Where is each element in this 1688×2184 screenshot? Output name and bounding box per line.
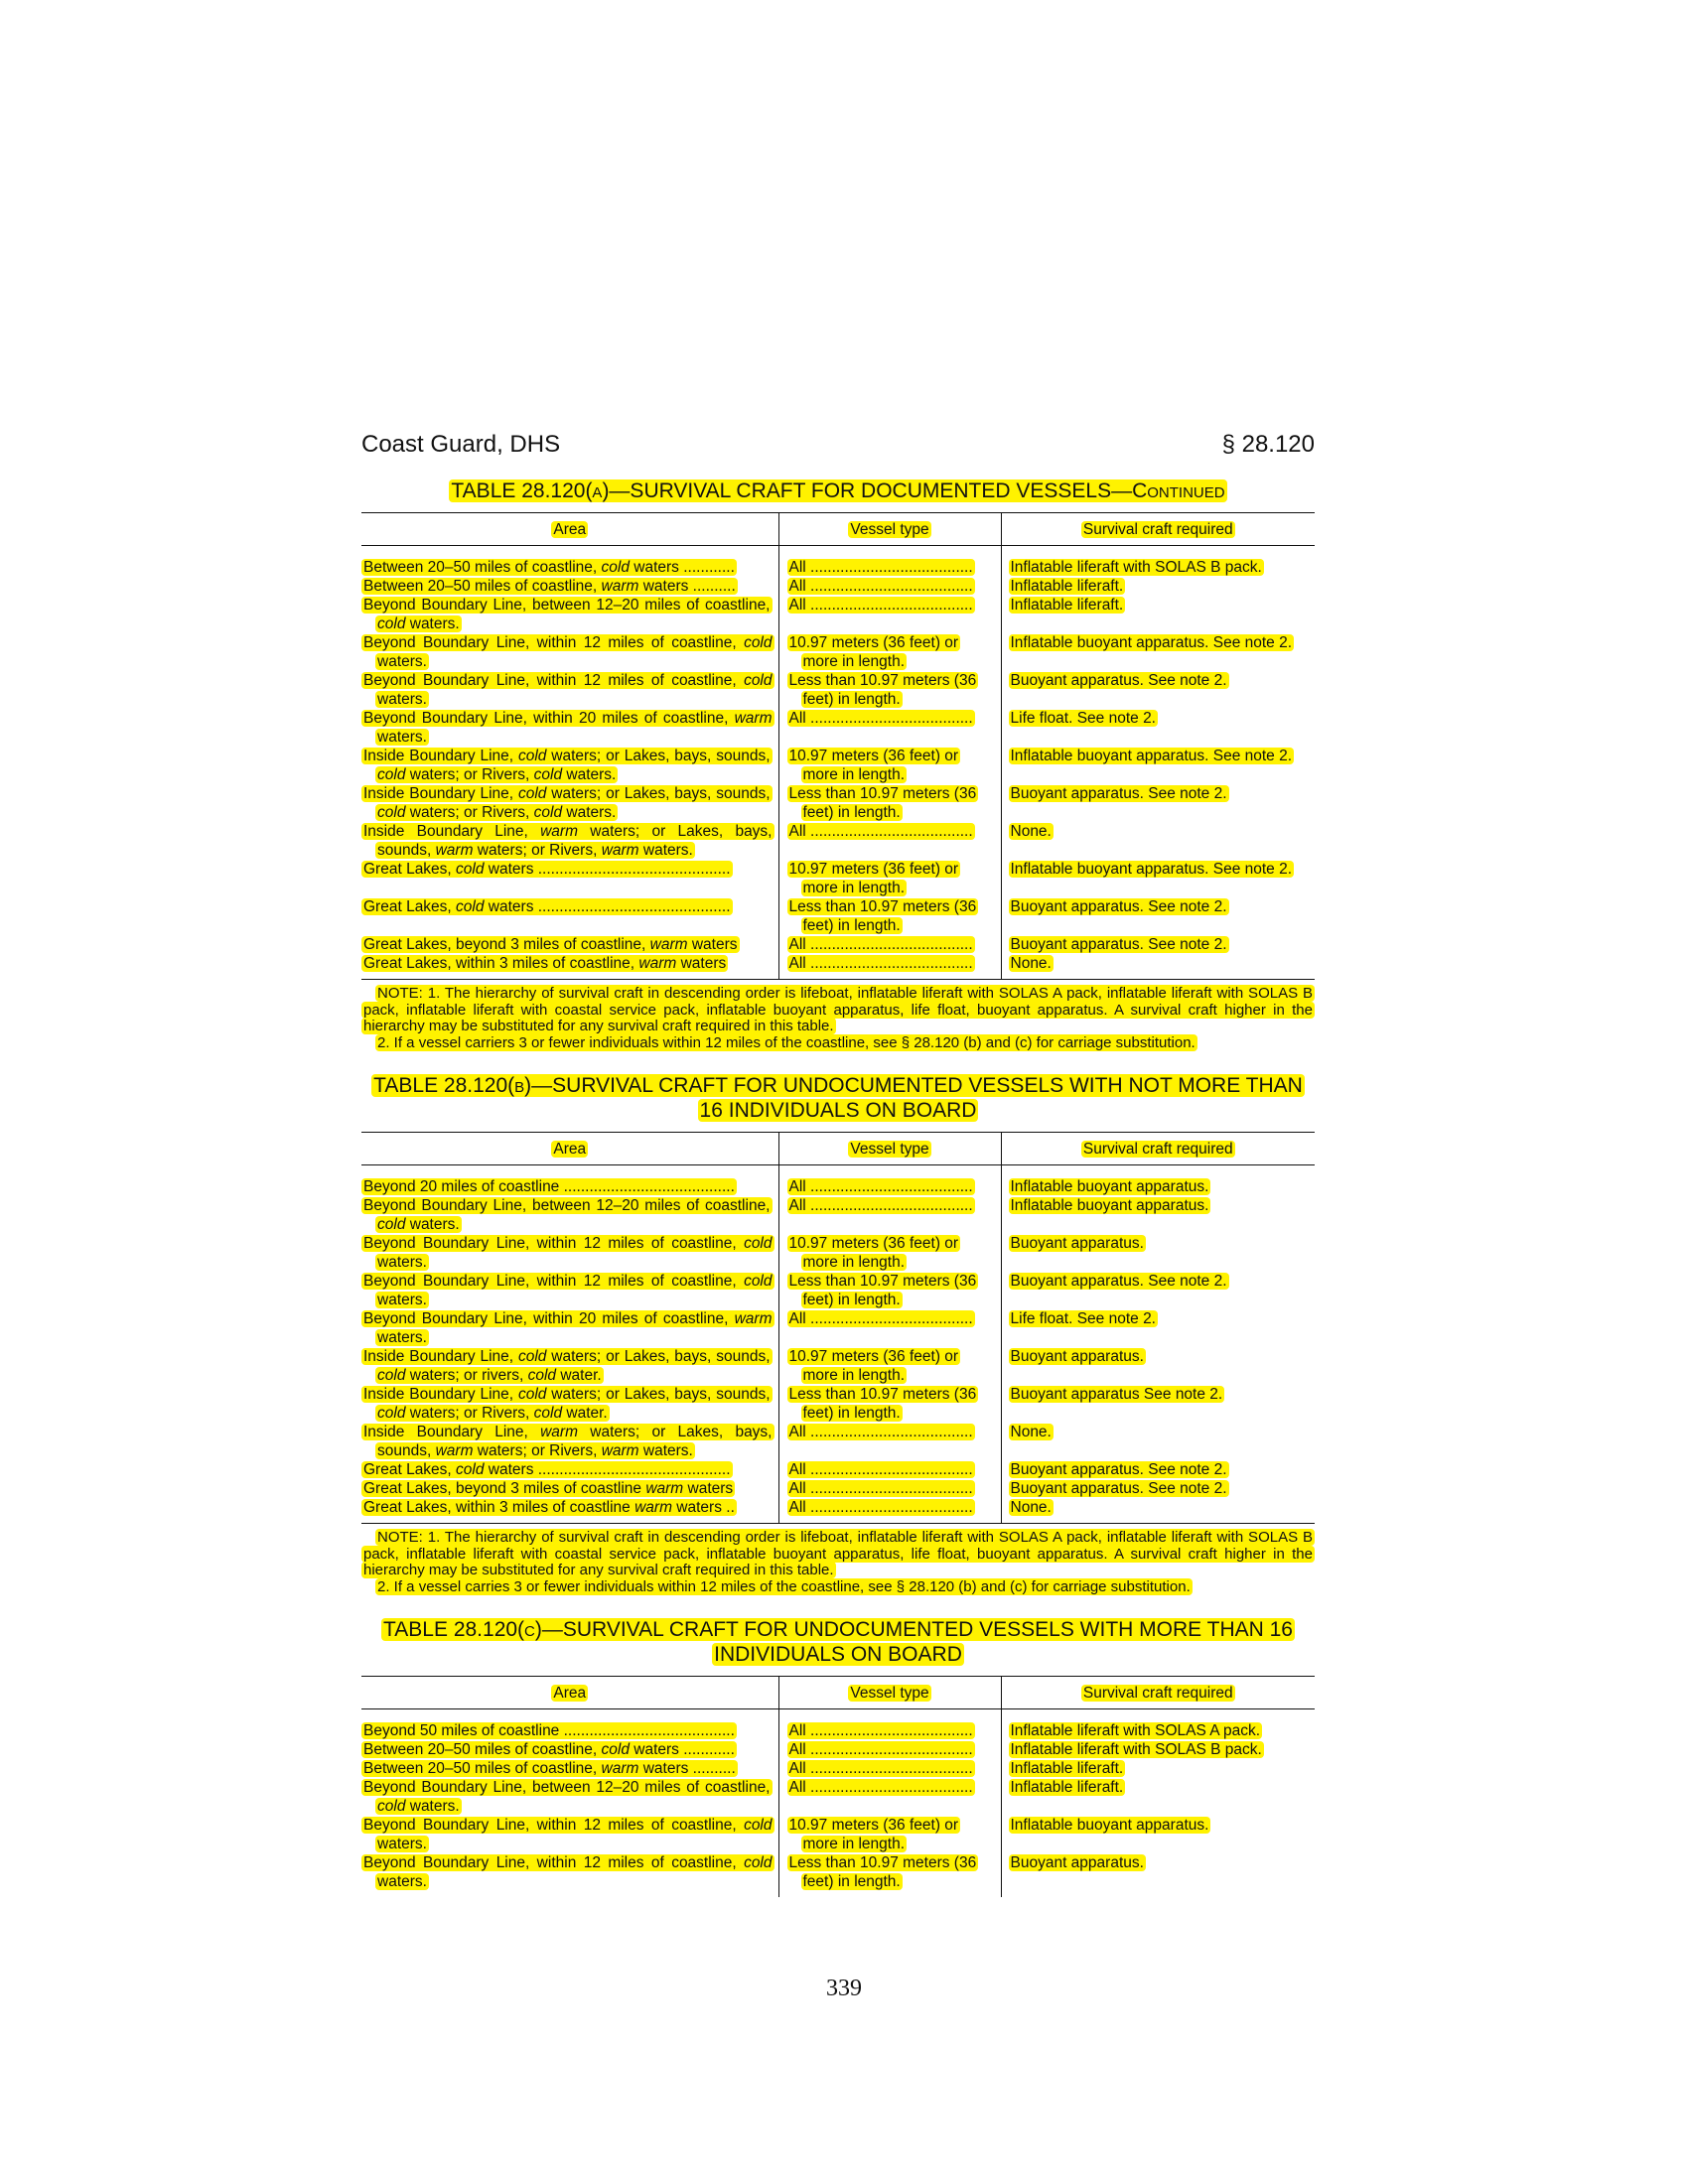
vessel-type-cell: All ...................................... (778, 935, 1001, 954)
col-header-survival: Survival craft required (1001, 1677, 1315, 1709)
survival-craft-cell: None. (1001, 822, 1315, 860)
col-header-vessel-type: Vessel type (778, 1133, 1001, 1165)
vessel-type-cell: All ...................................... (778, 1165, 1001, 1197)
table-row (361, 784, 1315, 822)
survival-craft-cell: Inflatable liferaft with SOLAS A pack. (1001, 1709, 1315, 1741)
table-a-note-1: NOTE: 1. The hierarchy of survival craft in descending order is lifeboat, inflatable liferaft with SOLAS A pack, inflatable liferaft with SOLAS B pack, inflatable liferaft with coastal service pack, inflatable buoyant apparatus, life float, buoyant apparatus. A survival craft higher in the hierarchy may be substituted for any survival craft required in this table. (363, 985, 1313, 1034)
vessel-type-cell: Less than 10.97 meters (36 feet) in length. (778, 1272, 1001, 1309)
vessel-type-cell: All ...................................... (778, 1778, 1001, 1816)
table-row (361, 1423, 1315, 1460)
area-cell: Beyond Boundary Line, within 12 miles of coastline, cold waters. (363, 1817, 773, 1852)
col-header-area: Area (361, 513, 778, 546)
table-row (361, 935, 1315, 954)
vessel-type-cell: All ...................................... (778, 709, 1001, 747)
area-cell: Great Lakes, beyond 3 miles of coastline warm waters (363, 1480, 734, 1497)
vessel-type-cell: 10.97 meters (36 feet) or more in length. (778, 860, 1001, 897)
area-cell: Beyond Boundary Line, between 12–20 miles of coastline, cold waters. (363, 1197, 771, 1233)
table-row (361, 1385, 1315, 1423)
area-cell: Inside Boundary Line, warm waters; or Lakes, bays, sounds, warm waters; or Rivers, warm waters. (363, 823, 773, 859)
table-row (361, 1196, 1315, 1234)
area-cell: Inside Boundary Line, cold waters; or Lakes, bays, sounds, cold waters; or Rivers, cold waters. (363, 748, 771, 783)
table-c (361, 1676, 1315, 1897)
vessel-type-cell: All ...................................... (778, 1460, 1001, 1479)
survival-craft-cell: Buoyant apparatus. See note 2. (1001, 935, 1315, 954)
page (361, 427, 1315, 1897)
table-row (361, 1853, 1315, 1897)
survival-craft-cell: Buoyant apparatus. See note 2. (1001, 1272, 1315, 1309)
area-cell: Beyond 20 miles of coastline ........................................ (363, 1178, 735, 1195)
table-b-caption: TABLE 28.120(b)—SURVIVAL CRAFT FOR UNDOCUMENTED VESSELS WITH NOT MORE THAN 16 INDIVIDUALS ON BOARD (373, 1074, 1303, 1122)
area-cell: Beyond 50 miles of coastline ........................................ (363, 1722, 735, 1739)
vessel-type-cell: Less than 10.97 meters (36 feet) in length. (778, 1853, 1001, 1897)
survival-craft-cell: Inflatable buoyant apparatus. See note 2. (1001, 860, 1315, 897)
table-row (361, 897, 1315, 935)
survival-craft-cell: Life float. See note 2. (1001, 709, 1315, 747)
table-row (361, 1709, 1315, 1741)
vessel-type-cell: 10.97 meters (36 feet) or more in length. (778, 1234, 1001, 1272)
vessel-type-cell: All ...................................... (778, 1309, 1001, 1347)
table-row (361, 1740, 1315, 1759)
table-b-notes (361, 1523, 1315, 1595)
survival-craft-cell: None. (1001, 1423, 1315, 1460)
area-cell: Beyond Boundary Line, within 12 miles of coastline, cold waters. (363, 1854, 773, 1890)
area-cell: Inside Boundary Line, cold waters; or Lakes, bays, sounds, cold waters; or Rivers, cold water. (363, 1386, 771, 1422)
vessel-type-cell: All ...................................... (778, 577, 1001, 596)
col-header-vessel-type: Vessel type (778, 1677, 1001, 1709)
vessel-type-cell: All ...................................... (778, 546, 1001, 578)
table-row (361, 1272, 1315, 1309)
table-b-note-2: 2. If a vessel carries 3 or fewer individuals within 12 miles of the coastline, see § 28.120 (b) and (c) for carriage substitution. (377, 1577, 1191, 1595)
area-cell: Great Lakes, cold waters ............................................. (363, 1461, 731, 1478)
vessel-type-cell: 10.97 meters (36 feet) or more in length. (778, 633, 1001, 671)
vessel-type-cell: 10.97 meters (36 feet) or more in length. (778, 1347, 1001, 1385)
header-section: § 28.120 (1221, 431, 1315, 458)
col-header-survival: Survival craft required (1001, 1133, 1315, 1165)
area-cell: Between 20–50 miles of coastline, cold waters ............ (363, 1741, 735, 1758)
survival-craft-cell: Inflatable liferaft. (1001, 596, 1315, 633)
area-cell: Beyond Boundary Line, within 12 miles of coastline, cold waters. (363, 672, 773, 708)
table-row (361, 822, 1315, 860)
area-cell: Beyond Boundary Line, between 12–20 miles of coastline, cold waters. (363, 597, 771, 632)
survival-craft-cell: Buoyant apparatus. See note 2. (1001, 1479, 1315, 1498)
table-row (361, 596, 1315, 633)
area-cell: Great Lakes, within 3 miles of coastline, warm waters (363, 955, 727, 972)
survival-craft-cell: Buoyant apparatus. (1001, 1853, 1315, 1897)
area-cell: Between 20–50 miles of coastline, warm waters .......... (363, 1760, 736, 1777)
survival-craft-cell: Life float. See note 2. (1001, 1309, 1315, 1347)
vessel-type-cell: All ...................................... (778, 1759, 1001, 1778)
area-cell: Between 20–50 miles of coastline, warm waters .......... (363, 578, 736, 595)
table-row (361, 1347, 1315, 1385)
table-row (361, 954, 1315, 979)
area-cell: Inside Boundary Line, cold waters; or Lakes, bays, sounds, cold waters; or rivers, cold water. (363, 1348, 771, 1384)
area-cell: Beyond Boundary Line, within 20 miles of coastline, warm waters. (363, 1310, 773, 1346)
survival-craft-cell: Buoyant apparatus. See note 2. (1001, 897, 1315, 935)
survival-craft-cell: Inflatable liferaft. (1001, 1759, 1315, 1778)
survival-craft-cell: Inflatable buoyant apparatus. (1001, 1196, 1315, 1234)
table-b (361, 1132, 1315, 1523)
vessel-type-cell: Less than 10.97 meters (36 feet) in length. (778, 671, 1001, 709)
area-cell: Beyond Boundary Line, within 12 miles of coastline, cold waters. (363, 634, 773, 670)
table-row (361, 1165, 1315, 1197)
table-row (361, 709, 1315, 747)
table-row (361, 546, 1315, 578)
table-row (361, 1778, 1315, 1816)
col-header-area: Area (361, 1677, 778, 1709)
area-cell: Great Lakes, beyond 3 miles of coastline, warm waters (363, 936, 738, 953)
vessel-type-cell: All ...................................... (778, 1196, 1001, 1234)
col-header-area: Area (361, 1133, 778, 1165)
vessel-type-cell: All ...................................... (778, 1498, 1001, 1523)
vessel-type-cell: All ...................................... (778, 1423, 1001, 1460)
vessel-type-cell: 10.97 meters (36 feet) or more in length. (778, 747, 1001, 784)
table-row (361, 1460, 1315, 1479)
table-a (361, 512, 1315, 979)
table-a-notes (361, 979, 1315, 1051)
survival-craft-cell: Inflatable buoyant apparatus. See note 2. (1001, 633, 1315, 671)
vessel-type-cell: 10.97 meters (36 feet) or more in length. (778, 1816, 1001, 1853)
table-row (361, 1498, 1315, 1523)
area-cell: Great Lakes, cold waters ............................................. (363, 861, 731, 878)
vessel-type-cell: Less than 10.97 meters (36 feet) in length. (778, 1385, 1001, 1423)
col-header-vessel-type: Vessel type (778, 513, 1001, 546)
survival-craft-cell: Inflatable liferaft with SOLAS B pack. (1001, 1740, 1315, 1759)
area-cell: Inside Boundary Line, cold waters; or Lakes, bays, sounds, cold waters; or Rivers, cold waters. (363, 785, 771, 821)
vessel-type-cell: All ...................................... (778, 596, 1001, 633)
area-cell: Great Lakes, cold waters ............................................. (363, 898, 731, 915)
survival-craft-cell: Buoyant apparatus. See note 2. (1001, 784, 1315, 822)
survival-craft-cell: Inflatable liferaft with SOLAS B pack. (1001, 546, 1315, 578)
table-b-note-1: NOTE: 1. The hierarchy of survival craft in descending order is lifeboat, inflatable liferaft with SOLAS A pack, inflatable liferaft with SOLAS B pack, inflatable liferaft with coastal service pack, inflatable buoyant apparatus, life float, buoyant apparatus. A survival craft higher in the hierarchy may be substituted for any survival craft required in this table. (363, 1529, 1313, 1578)
vessel-type-cell: All ...................................... (778, 1709, 1001, 1741)
vessel-type-cell: All ...................................... (778, 1740, 1001, 1759)
survival-craft-cell: Inflatable liferaft. (1001, 1778, 1315, 1816)
survival-craft-cell: Buoyant apparatus. See note 2. (1001, 671, 1315, 709)
survival-craft-cell: Inflatable buoyant apparatus. See note 2. (1001, 747, 1315, 784)
table-row (361, 1759, 1315, 1778)
survival-craft-cell: None. (1001, 1498, 1315, 1523)
area-cell: Beyond Boundary Line, within 20 miles of coastline, warm waters. (363, 710, 773, 746)
vessel-type-cell: Less than 10.97 meters (36 feet) in length. (778, 784, 1001, 822)
table-row (361, 860, 1315, 897)
table-a-caption: TABLE 28.120(a)—SURVIVAL CRAFT FOR DOCUMENTED VESSELS—Continued (451, 479, 1225, 502)
table-row (361, 671, 1315, 709)
survival-craft-cell: Buoyant apparatus. (1001, 1347, 1315, 1385)
table-row (361, 577, 1315, 596)
area-cell: Between 20–50 miles of coastline, cold waters ............ (363, 559, 735, 576)
table-row (361, 1309, 1315, 1347)
survival-craft-cell: None. (1001, 954, 1315, 979)
table-row (361, 1479, 1315, 1498)
table-row (361, 747, 1315, 784)
survival-craft-cell: Inflatable liferaft. (1001, 577, 1315, 596)
vessel-type-cell: All ...................................... (778, 1479, 1001, 1498)
area-cell: Beyond Boundary Line, within 12 miles of coastline, cold waters. (363, 1273, 773, 1308)
area-cell: Beyond Boundary Line, between 12–20 miles of coastline, cold waters. (363, 1779, 771, 1815)
survival-craft-cell: Buoyant apparatus. (1001, 1234, 1315, 1272)
vessel-type-cell: All ...................................... (778, 954, 1001, 979)
survival-craft-cell: Buoyant apparatus See note 2. (1001, 1385, 1315, 1423)
area-cell: Great Lakes, within 3 miles of coastline warm waters .. (363, 1499, 735, 1516)
table-row (361, 1816, 1315, 1853)
col-header-survival: Survival craft required (1001, 513, 1315, 546)
vessel-type-cell: Less than 10.97 meters (36 feet) in length. (778, 897, 1001, 935)
survival-craft-cell: Inflatable buoyant apparatus. (1001, 1816, 1315, 1853)
running-header (361, 427, 1315, 467)
vessel-type-cell: All ...................................... (778, 822, 1001, 860)
table-a-note-2: 2. If a vessel carriers 3 or fewer individuals within 12 miles of the coastline, see § 28.120 (b) and (c) for carriage substitution. (377, 1033, 1196, 1051)
area-cell: Beyond Boundary Line, within 12 miles of coastline, cold waters. (363, 1235, 773, 1271)
survival-craft-cell: Buoyant apparatus. See note 2. (1001, 1460, 1315, 1479)
header-agency: Coast Guard, DHS (361, 431, 561, 458)
table-row (361, 1234, 1315, 1272)
survival-craft-cell: Inflatable buoyant apparatus. (1001, 1165, 1315, 1197)
table-row (361, 633, 1315, 671)
table-c-caption: TABLE 28.120(c)—SURVIVAL CRAFT FOR UNDOCUMENTED VESSELS WITH MORE THAN 16 INDIVIDUALS ON BOARD (383, 1618, 1293, 1666)
area-cell: Inside Boundary Line, warm waters; or Lakes, bays, sounds, warm waters; or Rivers, warm waters. (363, 1424, 773, 1459)
page-number: 339 (826, 1976, 862, 2001)
